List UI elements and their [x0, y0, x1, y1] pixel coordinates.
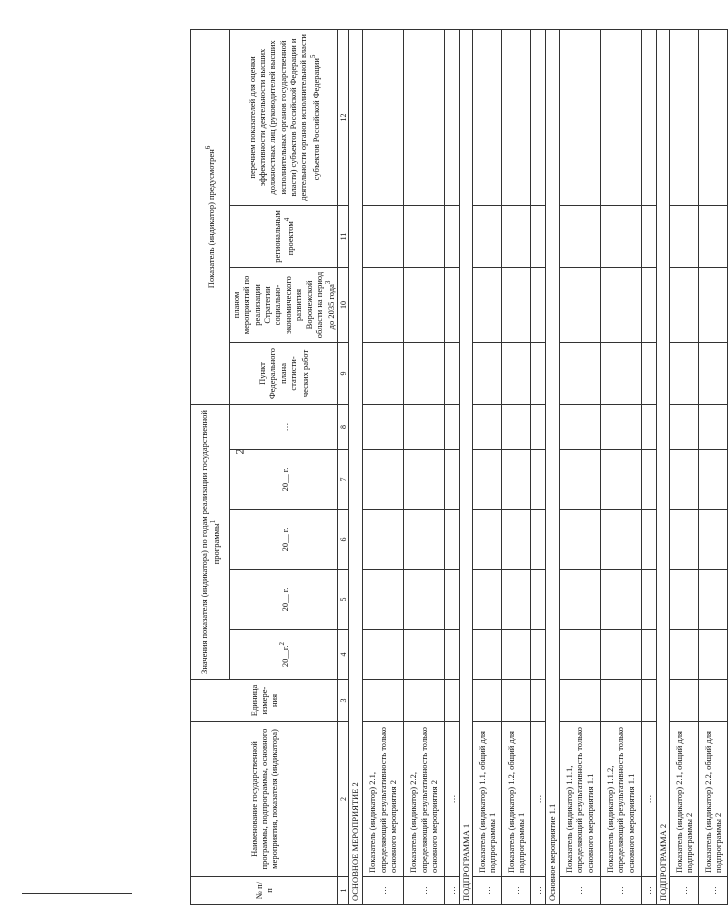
row-value-cell	[559, 570, 600, 630]
row-value-cell	[362, 630, 403, 680]
row-value-cell	[473, 450, 502, 510]
header-year-5: …	[230, 404, 338, 449]
header-no: № п/п	[191, 877, 338, 905]
row-value-cell	[600, 342, 641, 404]
row-value-cell	[669, 29, 698, 205]
row-indicator-name: Показатель (индикатор) 1.2, общий для подпрограммы 1	[502, 722, 531, 877]
row-value-cell	[473, 570, 502, 630]
row-value-cell	[362, 205, 403, 267]
row-value-cell	[362, 267, 403, 342]
row-value-cell	[473, 404, 502, 449]
row-value-cell	[698, 404, 727, 449]
row-value-cell	[559, 267, 600, 342]
row-value-cell	[559, 342, 600, 404]
column-number-12: 12	[338, 29, 349, 205]
section-title: ПОДПРОГРАММА 2	[656, 29, 669, 904]
column-number-6: 6	[338, 510, 349, 570]
row-indicator-name: Показатель (индикатор) 1.1, общий для подпрограммы 1	[473, 722, 502, 877]
row-number: …	[531, 877, 546, 905]
row-value-cell	[444, 404, 459, 449]
row-value-cell	[669, 570, 698, 630]
ellipsis-row	[444, 29, 459, 904]
row-value-cell	[531, 680, 546, 722]
row-value-cell	[362, 29, 403, 205]
row-value-cell	[444, 680, 459, 722]
row-indicator-name: Показатель (индикатор) 2.2, определяющий результативность только основного мероприятия 2	[403, 722, 444, 877]
row-value-cell	[698, 29, 727, 205]
row-value-cell	[362, 510, 403, 570]
row-value-cell	[502, 205, 531, 267]
row-indicator-name: …	[531, 722, 546, 877]
row-value-cell	[641, 342, 656, 404]
indicator-row	[559, 29, 600, 904]
row-value-cell	[559, 450, 600, 510]
row-value-cell	[502, 342, 531, 404]
row-value-cell	[473, 680, 502, 722]
section-row	[546, 29, 559, 904]
row-indicator-name: Показатель (индикатор) 1.1.1, определяющий результативность только основного мероприятия 1.1	[559, 722, 600, 877]
indicator-table	[190, 29, 728, 905]
indicator-row	[698, 29, 727, 904]
column-number-1: 1	[338, 877, 349, 905]
row-value-cell	[698, 570, 727, 630]
row-value-cell	[473, 29, 502, 205]
row-value-cell	[600, 450, 641, 510]
row-number: …	[403, 877, 444, 905]
row-value-cell	[403, 404, 444, 449]
header-indicator-col-4: перечнем показателей для оценки эффективности деятельности высших должностных лиц (руководителей высших исполнительных органов государственной власти) субъектов Российской Федерации и деятельности органов исполнительной власти субъектов Российской Федерации$^5$	[230, 29, 338, 205]
indicator-row	[362, 29, 403, 904]
row-value-cell	[444, 570, 459, 630]
row-value-cell	[362, 570, 403, 630]
row-value-cell	[403, 570, 444, 630]
row-value-cell	[698, 510, 727, 570]
section-row	[656, 29, 669, 904]
row-value-cell	[669, 267, 698, 342]
row-value-cell	[473, 205, 502, 267]
row-value-cell	[502, 570, 531, 630]
header-indicator-col-2: планом мероприятий по реализации Стратегии социально-экономического развития Воронежской области на период до 2035 года$^3$	[230, 267, 338, 342]
row-value-cell	[362, 342, 403, 404]
row-value-cell	[669, 510, 698, 570]
row-value-cell	[669, 680, 698, 722]
footnote-rule	[22, 893, 132, 894]
row-value-cell	[641, 267, 656, 342]
row-value-cell	[559, 404, 600, 449]
header-indicator-group: Показатель (индикатор) предусмотрен$^6$	[191, 29, 230, 404]
indicator-row	[600, 29, 641, 904]
row-value-cell	[669, 342, 698, 404]
row-value-cell	[473, 342, 502, 404]
row-value-cell	[641, 450, 656, 510]
row-value-cell	[698, 450, 727, 510]
ellipsis-row	[531, 29, 546, 904]
indicator-row	[403, 29, 444, 904]
row-value-cell	[531, 342, 546, 404]
column-numbers-row	[338, 29, 349, 904]
column-number-11: 11	[338, 205, 349, 267]
row-value-cell	[641, 29, 656, 205]
row-value-cell	[502, 404, 531, 449]
row-value-cell	[531, 404, 546, 449]
column-number-3: 3	[338, 680, 349, 722]
row-value-cell	[502, 450, 531, 510]
row-value-cell	[444, 29, 459, 205]
row-value-cell	[641, 510, 656, 570]
row-value-cell	[403, 205, 444, 267]
section-title: ПОДПРОГРАММА 1	[459, 29, 472, 904]
section-row	[349, 29, 362, 904]
indicator-row	[473, 29, 502, 904]
header-name: Наименование государственной программы, подпрограммы, основного мероприятия, показателя (индикатора)	[191, 722, 338, 877]
row-value-cell	[444, 630, 459, 680]
row-indicator-name: …	[444, 722, 459, 877]
row-value-cell	[531, 450, 546, 510]
row-value-cell	[502, 267, 531, 342]
row-value-cell	[559, 510, 600, 570]
section-row	[459, 29, 472, 904]
row-indicator-name: Показатель (индикатор) 2.1, определяющий результативность только основного мероприятия 2	[362, 722, 403, 877]
column-number-9: 9	[338, 342, 349, 404]
row-value-cell	[559, 680, 600, 722]
indicator-row	[669, 29, 698, 904]
row-value-cell	[641, 570, 656, 630]
row-value-cell	[444, 450, 459, 510]
indicator-table-sheet	[190, 30, 723, 905]
column-number-7: 7	[338, 450, 349, 510]
row-value-cell	[403, 680, 444, 722]
page-number: 2	[232, 448, 247, 455]
row-value-cell	[559, 29, 600, 205]
row-value-cell	[531, 510, 546, 570]
header-indicator-col-3: региональным проектом$^4$	[230, 205, 338, 267]
row-value-cell	[444, 342, 459, 404]
row-number: …	[698, 877, 727, 905]
row-value-cell	[473, 630, 502, 680]
row-value-cell	[600, 680, 641, 722]
row-value-cell	[403, 29, 444, 205]
row-value-cell	[641, 630, 656, 680]
row-value-cell	[698, 267, 727, 342]
row-value-cell	[600, 29, 641, 205]
row-value-cell	[641, 404, 656, 449]
header-year-1: 20__г.$^2$	[230, 630, 338, 680]
row-number: …	[600, 877, 641, 905]
section-title: ОСНОВНОЕ МЕРОПРИЯТИЕ 2	[349, 29, 362, 904]
row-value-cell	[531, 630, 546, 680]
row-value-cell	[600, 630, 641, 680]
row-value-cell	[444, 510, 459, 570]
row-number: …	[641, 877, 656, 905]
row-value-cell	[698, 205, 727, 267]
row-value-cell	[531, 29, 546, 205]
row-value-cell	[600, 205, 641, 267]
row-value-cell	[698, 630, 727, 680]
row-value-cell	[669, 205, 698, 267]
row-indicator-name: Показатель (индикатор) 2.2, общий для подпрограммы 2	[698, 722, 727, 877]
row-number: …	[444, 877, 459, 905]
row-value-cell	[403, 450, 444, 510]
row-number: …	[362, 877, 403, 905]
row-value-cell	[600, 510, 641, 570]
row-indicator-name: Показатель (индикатор) 1.1.2, определяющий результативность только основного мероприятия 1.1	[600, 722, 641, 877]
row-value-cell	[641, 680, 656, 722]
row-number: …	[502, 877, 531, 905]
row-value-cell	[362, 404, 403, 449]
row-value-cell	[559, 630, 600, 680]
row-value-cell	[600, 570, 641, 630]
header-row-1	[191, 29, 230, 904]
row-value-cell	[531, 205, 546, 267]
header-unit: Единица измере-ния	[191, 680, 338, 722]
row-value-cell	[531, 267, 546, 342]
row-value-cell	[362, 680, 403, 722]
row-value-cell	[600, 404, 641, 449]
header-year-2: 20__ г.	[230, 570, 338, 630]
row-value-cell	[559, 205, 600, 267]
row-value-cell	[502, 680, 531, 722]
row-value-cell	[669, 404, 698, 449]
row-value-cell	[641, 205, 656, 267]
header-year-3: 20__ г.	[230, 510, 338, 570]
row-number: …	[473, 877, 502, 905]
row-value-cell	[403, 342, 444, 404]
row-value-cell	[362, 450, 403, 510]
row-value-cell	[473, 267, 502, 342]
row-indicator-name: Показатель (индикатор) 2.1, общий для подпрограммы 2	[669, 722, 698, 877]
row-value-cell	[698, 680, 727, 722]
section-title: Основное мероприятие 1.1	[546, 29, 559, 904]
row-number: …	[559, 877, 600, 905]
column-number-2: 2	[338, 722, 349, 877]
column-number-4: 4	[338, 630, 349, 680]
row-value-cell	[444, 267, 459, 342]
row-value-cell	[473, 510, 502, 570]
row-value-cell	[531, 570, 546, 630]
row-value-cell	[600, 267, 641, 342]
row-value-cell	[669, 630, 698, 680]
row-value-cell	[444, 205, 459, 267]
row-number: …	[669, 877, 698, 905]
header-year-4: 20__ г.	[230, 450, 338, 510]
column-number-10: 10	[338, 267, 349, 342]
column-number-5: 5	[338, 570, 349, 630]
row-value-cell	[403, 630, 444, 680]
row-value-cell	[698, 342, 727, 404]
row-value-cell	[403, 510, 444, 570]
row-value-cell	[403, 267, 444, 342]
column-number-8: 8	[338, 404, 349, 449]
header-values-group: Значения показателя (индикатора) по годам реализации государственной программы$^1$	[191, 404, 230, 679]
row-value-cell	[669, 450, 698, 510]
row-value-cell	[502, 630, 531, 680]
indicator-row	[502, 29, 531, 904]
row-indicator-name: …	[641, 722, 656, 877]
row-value-cell	[502, 29, 531, 205]
header-indicator-col-1: Пункт Федерального плана статисти-ческих работ	[230, 342, 338, 404]
row-value-cell	[502, 510, 531, 570]
ellipsis-row	[641, 29, 656, 904]
